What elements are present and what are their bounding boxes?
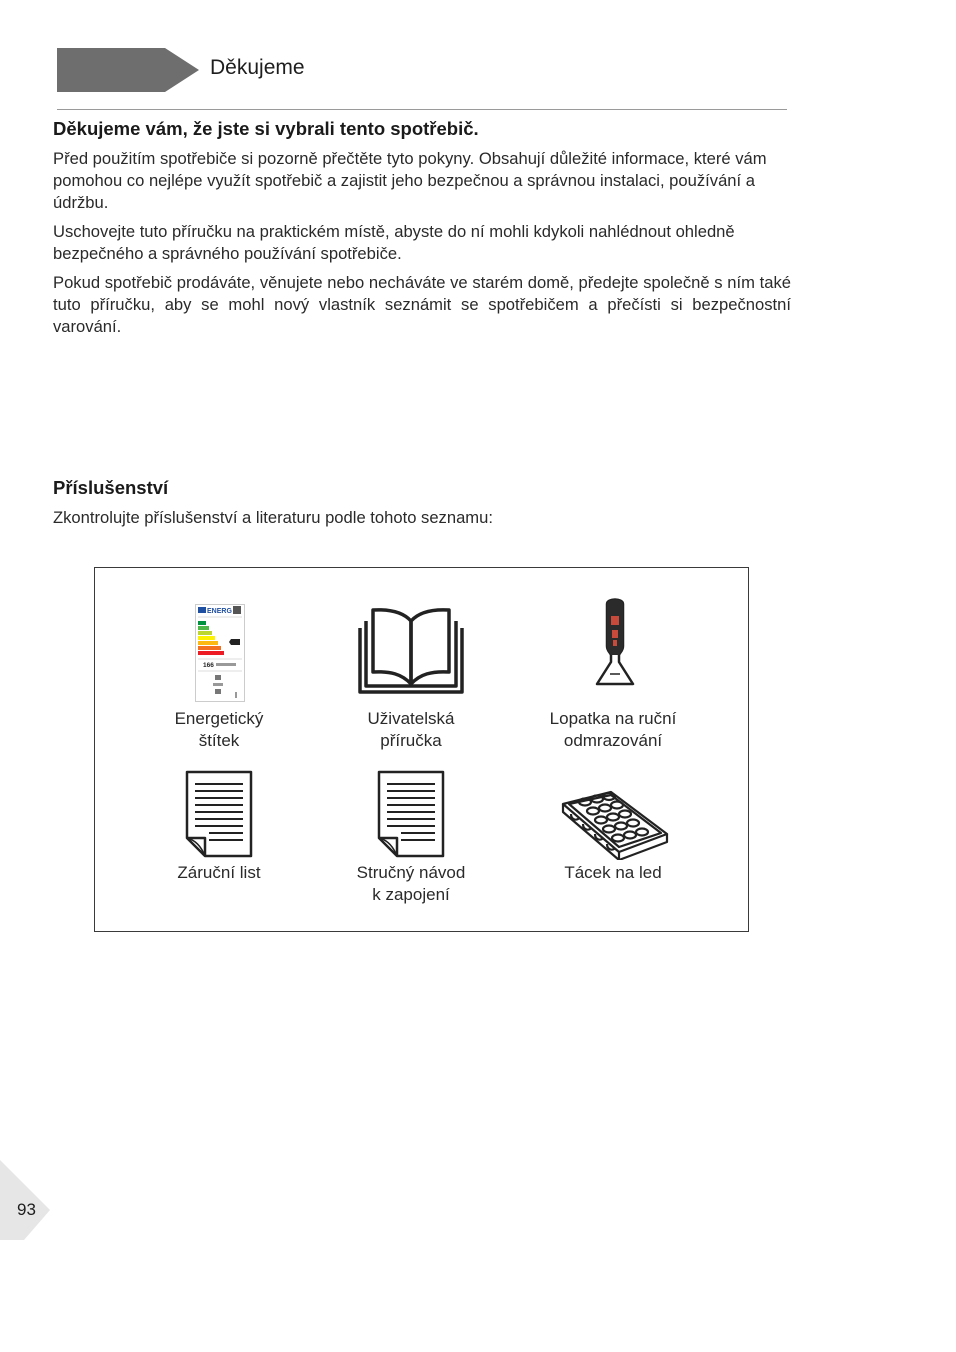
accessory-label-ice-tray: Tácek na led <box>564 863 662 882</box>
accessory-label-warranty: Záruční list <box>177 863 261 882</box>
thanks-heading: Děkujeme vám, že jste si vybrali tento spotřebič. <box>53 118 479 139</box>
document-icon <box>185 770 253 858</box>
accessories-heading: Příslušenství <box>53 477 169 498</box>
energy-label-brand: ENERG <box>207 608 232 615</box>
accessories-intro: Zkontrolujte příslušenství a literaturu podle tohoto seznamu: <box>53 508 493 527</box>
section-header-tab <box>57 48 199 92</box>
document-icon <box>377 770 445 858</box>
accessory-label-scraper: Lopatka na ruční odmrazování <box>549 709 677 750</box>
thanks-paragraph-1: Před použitím spotřebiče si pozorně přečtěte tyto pokyny. Obsahují důležité informace, které vám pomohou co nejlépe využít spotřebič a zajistit jeho bezpečnou a správnou instalaci, používání a údržbu. <box>53 149 767 212</box>
thanks-paragraph-3: Pokud spotřebič prodáváte, věnujete nebo necháváte ve starém domě, předejte společně s ním také tuto příručku, aby se mohl nový vlastník seznámit se spotřebičem a přečísti si bezpečnostní varování. <box>53 273 791 336</box>
ice-tray-icon <box>561 790 669 860</box>
page-number: 93 <box>17 1200 36 1219</box>
section-title: Děkujeme <box>210 56 305 79</box>
thanks-paragraph-2: Uschovejte tuto příručku na praktickém místě, abyste do ní mohli kdykoli nahlédnout ohledně bezpečného a správného používání spotřebiče. <box>53 222 735 263</box>
energy-label-icon <box>195 604 245 702</box>
defrost-scraper-icon <box>593 598 637 688</box>
accessory-label-quick-guide: Stručný návod k zapojení <box>356 863 466 904</box>
accessory-label-manual: Uživatelská příručka <box>367 709 455 750</box>
open-book-icon <box>358 606 464 696</box>
accessory-label-energy: Energetický štítek <box>174 709 264 750</box>
header-divider <box>57 109 787 110</box>
accessories-list-box <box>94 567 749 932</box>
energy-label-value: 166 <box>203 662 214 669</box>
